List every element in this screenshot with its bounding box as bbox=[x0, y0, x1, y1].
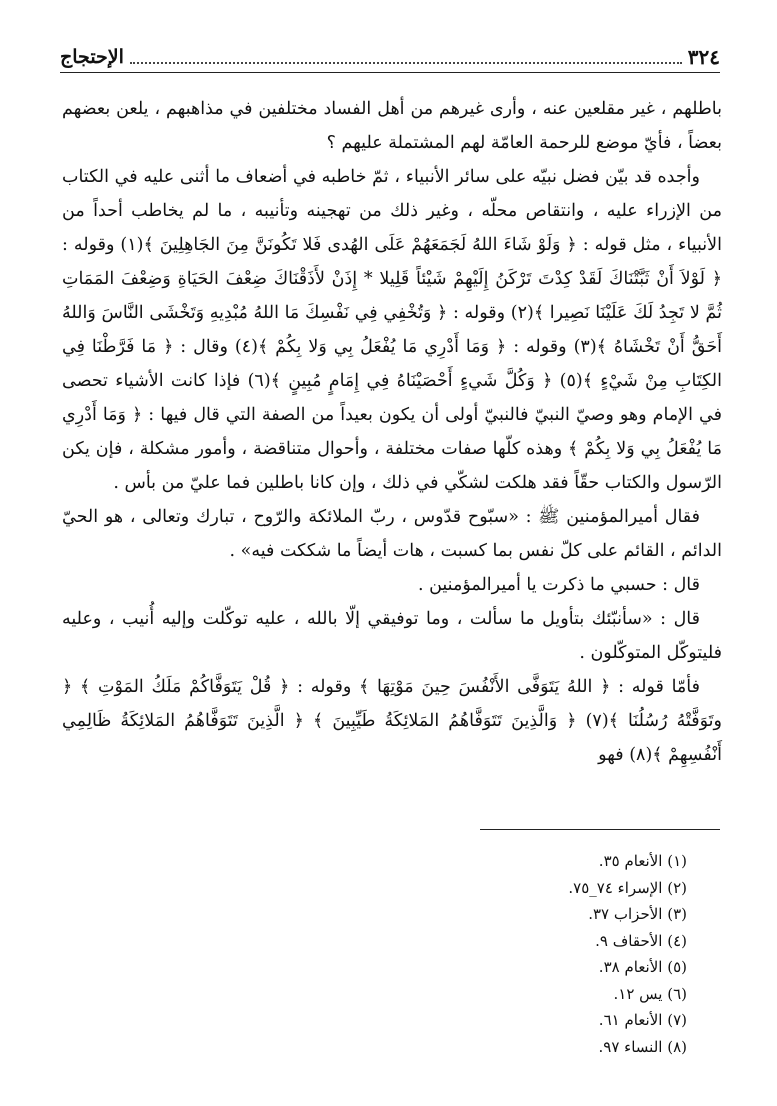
footnote: (٨) النساء ٩٧. bbox=[598, 1037, 687, 1056]
footnote: (٢) الإسراء ٧٤_٧٥. bbox=[568, 878, 687, 897]
paragraph: وأجده قد بيّن فضل نبيّه على سائر الأنبياء ، ثمّ خاطبه في أضعاف ما أثنى عليه في الكتاب من الإزراء عليه ، وانتقاص محلّه ، وغير ذلك من تهجينه وتأنيبه ، ما لم يخاطب أحداً من الأنبياء ، مثل قوله : ﴿ وَلَوْ شَاءَ اللهُ لَجَمَعَهُمْ عَلَى الهُدى فَلا تَكُونَنَّ مِنَ الجَاهِلِينَ ﴾(١) وقوله : ﴿ لَوْلاَ أَنْ ثَبَّتْنَاكَ لَقَدْ كِدْتَ تَرْكَنُ إِلَيْهِمْ شَيْئاً قَلِيلا * إِذَنْ لأَذَقْنَاكَ ضِعْفَ الحَيَاةِ وَضِعْفَ المَمَاتِ ثُمَّ لا تَجِدُ لَكَ عَلَيْنَا نَصِيرا ﴾(٢) وقوله : ﴿ وَتُخْفِي فِي نَفْسِكَ مَا اللهُ مُبْدِيهِ وَتَخْشَى النَّاسَ وَاللهُ أَحَقُّ أَنْ تَخْشَاهُ ﴾(٣) وقوله : ﴿ وَمَا أَدْرِي مَا يُفْعَلُ بِي وَلا بِكُمْ ﴾(٤) وقال : ﴿ مَا فَرَّطْنَا فِي الكِتَابِ مِنْ شَيْءٍ ﴾(٥) ﴿ وَكُلَّ شَيءٍ أَحْصَيْنَاهُ فِي إِمَامٍ مُبِينٍ ﴾(٦) فإذا كانت الأشياء تحصى في الإمام وهو وصيّ النبيّ فالنبيّ أولى أن يكون بعيداً من الصفة التي قال فيها : ﴿ وَمَا أَدْرِي مَا يُفْعَلُ بِي وَلا بِكُمْ ﴾ وهذه كلّها صفات مختلفة ، وأحوال متناقضة ، وأمور مشكلة ، فإن يكن الرّسول والكتاب حقّاً فقد هلكت لشكّي في ذلك ، وإن كانا باطلين فما عليّ من بأس . bbox=[62, 167, 723, 493]
footnotes bbox=[387, 848, 687, 1060]
paragraph: قال : حسبي ما ذكرت يا أميرالمؤمنين . bbox=[417, 575, 700, 595]
footnote: (٣) الأحزاب ٣٧. bbox=[588, 905, 687, 923]
page-number: ٣٢٤ bbox=[687, 45, 720, 69]
paragraph: قال : «سأنبّئك بتأويل ما سألت ، وما توفيقي إلّا بالله ، عليه توكّلت وإليه أُنيب ، وعليه فليتوكّل المتوكّلون . bbox=[62, 609, 722, 663]
header-dotted-leader bbox=[130, 62, 682, 64]
book-title: الإحتجاج bbox=[60, 46, 124, 68]
footnote: (٤) الأحقاف ٩. bbox=[595, 931, 687, 950]
running-header bbox=[60, 42, 720, 73]
footnote: (٧) الأنعام ٦١. bbox=[598, 1011, 687, 1029]
main-text bbox=[62, 92, 722, 772]
footnote: (٦) يس ١٢. bbox=[613, 984, 687, 1003]
footnote-separator bbox=[480, 829, 720, 830]
footnote: (١) الأنعام ٣٥. bbox=[598, 852, 687, 870]
footnote: (٥) الأنعام ٣٨. bbox=[598, 958, 687, 976]
paragraph: فقال أميرالمؤمنين ﷺ : «سبّوح قدّوس ، ربّ الملائكة والرّوح ، تبارك وتعالى ، هو الحيّ الدائم ، القائم على كلّ نفس بما كسبت ، هات أيضاً ما شككت فيه» . bbox=[62, 507, 722, 561]
paragraph: باطلهم ، غير مقلعين عنه ، وأرى غيرهم من أهل الفساد مختلفين في مذاهبهم ، يلعن بعضهم بعضاً ، فأيّ موضع للرحمة العامّة لهم المشتملة عليهم ؟ bbox=[62, 99, 722, 153]
paragraph: فأمّا قوله : ﴿ اللهُ يَتَوَفَّى الأَنْفُسَ حِينَ مَوْتِهَا ﴾ وقوله : ﴿ قُلْ يَتَوَفَّاكُمْ مَلَكُ المَوْتِ ﴾ ﴿ وتَوَفَّتْهُ رُسُلُنَا ﴾(٧) ﴿ وَالَّذِينَ تَتَوَفَّاهُمُ المَلائِكَةُ طَيِّبِينَ ﴾ ﴿ الَّذِينَ تَتَوَفَّاهُمُ المَلائِكَةُ ظَالِمِي أَنْفُسِهِمْ ﴾(٨) فهو bbox=[62, 677, 722, 765]
